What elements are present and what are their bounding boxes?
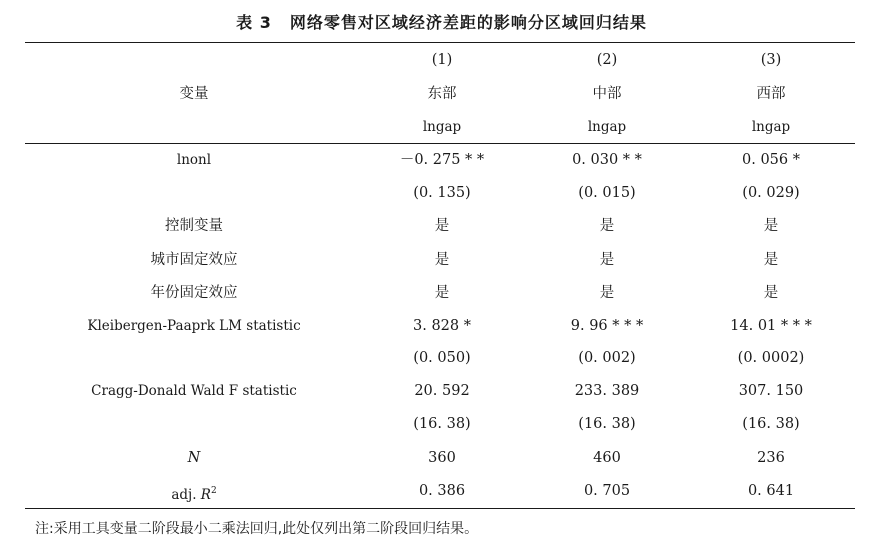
table-note: 注:采用工具变量二阶段最小二乘法回归,此处仅列出第二阶段回归结果。 [35,521,479,537]
city-fe-west: 是 [763,252,779,268]
dep-var-3: lngap [751,119,791,135]
year-fe-central: 是 [599,285,615,301]
col-number-2: (2) [596,52,618,68]
header-region-central: 中部 [592,86,622,102]
row-label-year-fe: 年份固定效应 [150,285,238,301]
table-title-text: 网络零售对区域经济差距的影响分区域回归结果 [289,13,647,32]
row-label-lnonl: lnonl [176,152,212,168]
kp-lm-east: 3. 828 * [413,318,471,334]
n-central: 460 [593,450,621,466]
header-variable: 变量 [179,86,209,102]
bottom-rule [25,508,855,509]
lnonl-central: 0. 030 * * [572,152,642,168]
row-label-adj-r2 [171,482,216,504]
kp-lm-p-central: (0. 002) [578,350,636,366]
control-central: 是 [599,218,615,234]
col-number-3: (3) [760,52,782,68]
city-fe-central: 是 [599,252,615,268]
cd-f-crit-west: (16. 38) [742,416,800,432]
cd-f-crit-central: (16. 38) [578,416,636,432]
lnonl-se-central: (0. 015) [578,185,636,201]
lnonl-se-west: (0. 029) [742,185,800,201]
cd-f-central: 233. 389 [574,383,640,399]
dep-var-1: lngap [422,119,462,135]
cd-f-west: 307. 150 [738,383,804,399]
adj-r2-central: 0. 705 [583,483,631,499]
kp-lm-west: 14. 01 * * * [730,318,812,334]
lnonl-east: －0. 275 * * [399,152,485,168]
year-fe-east: 是 [434,285,450,301]
adj-r2-r: R [200,487,211,503]
kp-lm-central: 9. 96 * * * [570,318,644,334]
row-label-n: N [187,450,201,466]
row-label-cd-f: Cragg-Donald Wald F statistic [91,383,297,399]
kp-lm-p-east: (0. 050) [413,350,471,366]
header-region-west: 西部 [756,86,786,102]
row-label-city-fe: 城市固定效应 [150,252,238,268]
year-fe-west: 是 [763,285,779,301]
lnonl-west: 0. 056 * [742,152,800,168]
dep-var-2: lngap [587,119,627,135]
header-region-east: 东部 [427,86,457,102]
lnonl-se-east: (0. 135) [413,185,471,201]
kp-lm-p-west: (0. 0002) [737,350,805,366]
row-label-control: 控制变量 [165,218,223,234]
table-title [0,10,883,33]
top-rule [25,42,855,43]
adj-r2-west: 0. 641 [747,483,795,499]
cd-f-east: 20. 592 [414,383,470,399]
cd-f-crit-east: (16. 38) [413,416,471,432]
adj-r2-east: 0. 386 [418,483,466,499]
adj-r2-prefix: adj. [171,487,201,503]
control-west: 是 [763,218,779,234]
control-east: 是 [434,218,450,234]
n-west: 236 [757,450,785,466]
city-fe-east: 是 [434,252,450,268]
n-east: 360 [428,450,456,466]
header-rule [25,143,855,144]
adj-r2-sup: 2 [210,486,217,496]
row-label-kp-lm: Kleibergen-Paaprk LM statistic [87,318,301,334]
table-number: 表 3 [236,13,272,32]
col-number-1: (1) [431,52,453,68]
